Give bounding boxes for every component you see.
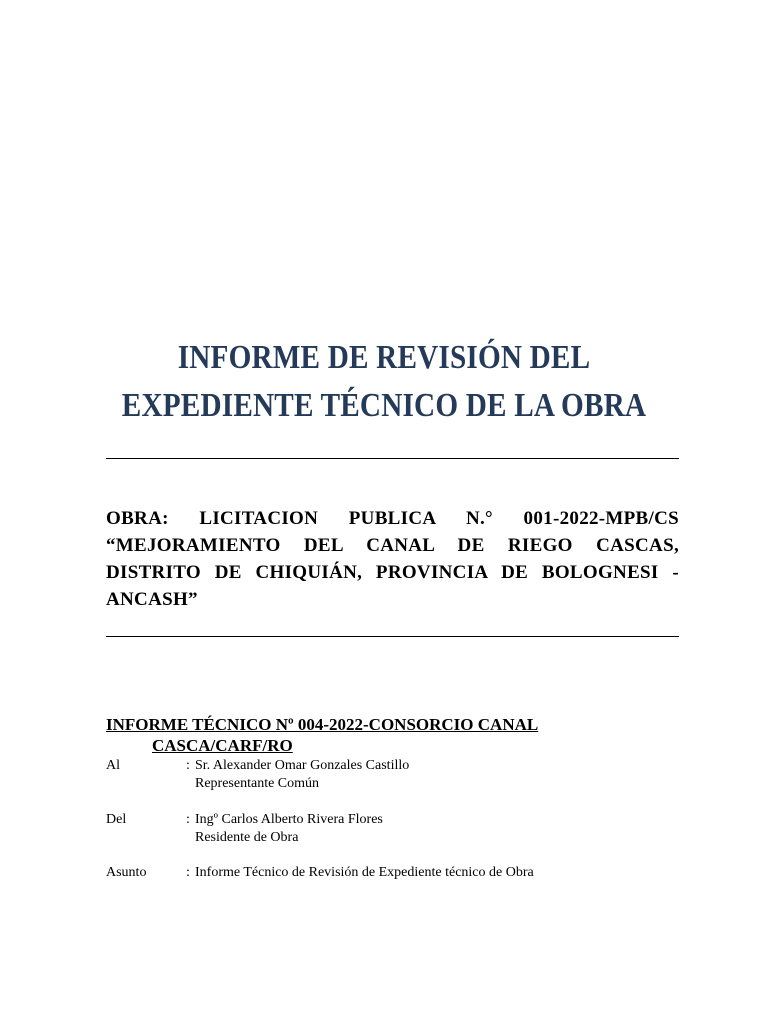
field-del-label: Del <box>106 812 127 827</box>
divider-bottom <box>106 636 679 637</box>
obra-line-4: ANCASH” <box>106 589 198 610</box>
field-del-colon: : <box>186 812 190 827</box>
obra-line-1: OBRA: LICITACION PUBLICA N.° 001-2022-MPB/CS <box>106 508 679 529</box>
field-al-value-1: Sr. Alexander Omar Gonzales Castillo <box>195 758 410 773</box>
obra-block <box>106 505 679 613</box>
obra-line-3: DISTRITO DE CHIQUIÁN, PROVINCIA DE BOLOGNESI - <box>106 562 679 583</box>
field-asunto-colon: : <box>186 865 190 880</box>
field-del-value-2: Residente de Obra <box>195 830 299 845</box>
informe-line-2: CASCA/CARF/RO <box>152 736 293 755</box>
field-al-value-2: Representante Común <box>195 776 320 791</box>
document-title <box>54 334 714 430</box>
field-al <box>106 757 706 793</box>
obra-line-2: “MEJORAMIENTO DEL CANAL DE RIEGO CASCAS, <box>106 535 679 556</box>
informe-heading <box>106 714 706 756</box>
field-asunto-value: Informe Técnico de Revisión de Expediente técnico de Obra <box>195 865 534 880</box>
field-asunto <box>106 864 706 882</box>
field-al-colon: : <box>186 758 190 773</box>
title-line-2: EXPEDIENTE TÉCNICO DE LA OBRA <box>121 387 647 424</box>
field-al-label: Al <box>106 758 120 773</box>
field-del-value-1: Ingº Carlos Alberto Rivera Flores <box>195 812 383 827</box>
field-asunto-label: Asunto <box>106 865 147 880</box>
informe-line-1: INFORME TÉCNICO Nº 004-2022-CONSORCIO CANAL <box>106 715 539 734</box>
title-line-1: INFORME DE REVISIÓN DEL <box>177 339 591 376</box>
divider-top <box>106 458 679 459</box>
field-del <box>106 811 706 847</box>
